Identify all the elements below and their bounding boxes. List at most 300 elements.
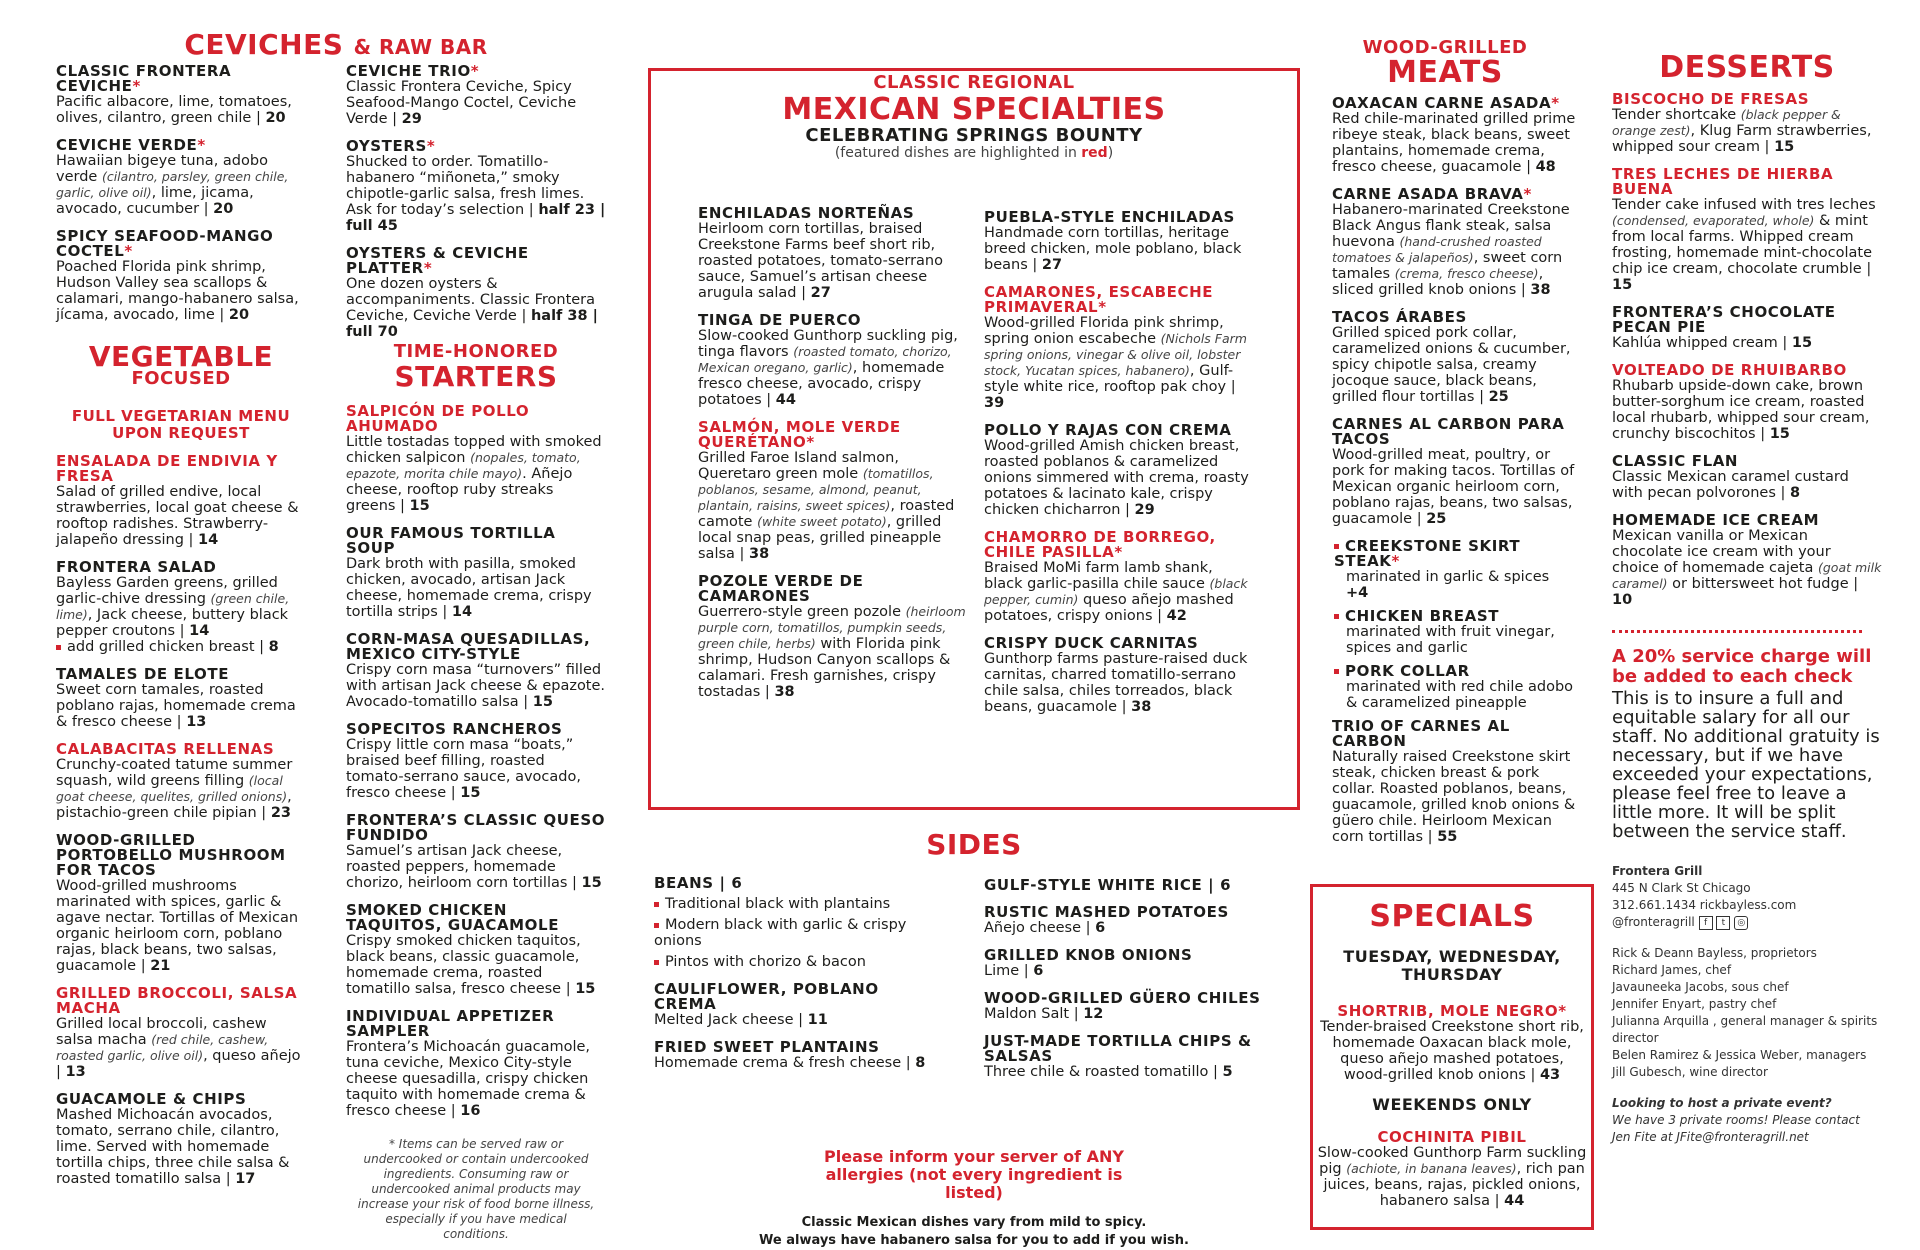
item-price: 39 bbox=[984, 395, 1005, 411]
item-name: TRES LECHES DE HIERBA BUENA bbox=[1612, 165, 1834, 198]
item-note: (crema, fresco cheese) bbox=[1394, 266, 1539, 281]
item-description: Tender cake infused with tres leches (condensed, evaporated, whole) & mint from local farms. Whipped cream frosting, homemade mint-chocolate chip ice cream, chocolate crumble | 15 bbox=[1612, 197, 1876, 293]
item-price: 15 bbox=[409, 498, 430, 514]
meats-title: MEATS bbox=[1387, 55, 1503, 90]
item-price: 27 bbox=[810, 285, 831, 301]
item-note: (cilantro, parsley, green chile, garlic, olive oil) bbox=[56, 169, 289, 200]
item-description: Crispy corn masa “turnovers” filled with artisan Jack cheese & epazote. Avocado-tomatillo salsa | 15 bbox=[346, 662, 606, 710]
specialties-kicker: CLASSIC REGIONAL bbox=[873, 72, 1075, 93]
menu-item bbox=[346, 64, 606, 127]
item-price: 17 bbox=[235, 1171, 256, 1187]
item-description: Grilled spiced pork collar, caramelized onions & cucumber, spicy chipotle salsa, creamy jocoque sauce, black beans, grilled flour tortillas | 25 bbox=[1332, 325, 1571, 405]
item-name: OAXACAN CARNE ASADA* bbox=[1332, 94, 1560, 112]
item-price: 38 bbox=[749, 546, 770, 562]
item-description: Pacific albacore, lime, tomatoes, olives, cilantro, green chile | 20 bbox=[56, 94, 292, 126]
item-name: TAMALES DE ELOTE bbox=[56, 665, 230, 683]
meat-option bbox=[1334, 609, 1576, 656]
option-description: marinated with red chile adobo & caramelized pineapple bbox=[1346, 679, 1574, 711]
side-price: 6 bbox=[731, 874, 743, 892]
menu-item bbox=[346, 1009, 606, 1119]
item-price: 43 bbox=[1539, 1067, 1561, 1083]
option-name: PORK COLLAR bbox=[1334, 664, 1576, 679]
item-price: 20 bbox=[265, 110, 286, 126]
item-name: OYSTERS* bbox=[346, 137, 436, 155]
item-description: Wood-grilled mushrooms marinated with spices, garlic & agave nectar. Tortillas of Mexican organic heirloom corn, poblano rajas, black beans, two salsas, guacamole | 21 bbox=[56, 878, 299, 974]
allergy-text: Please inform your server of ANY allergies (not every ingredient is listed) bbox=[824, 1147, 1124, 1202]
side-price: 6 bbox=[1095, 920, 1106, 936]
item-name: CORN-MASA QUESADILLAS, MEXICO CITY-STYLE bbox=[346, 630, 591, 663]
menu-item bbox=[56, 986, 306, 1080]
item-name: CLASSIC FRONTERA CEVICHE* bbox=[56, 62, 232, 95]
menu-item bbox=[56, 1092, 306, 1187]
specials-content bbox=[1316, 900, 1588, 1221]
menu-item bbox=[346, 722, 606, 801]
item-price: 29 bbox=[401, 111, 422, 127]
item-description: Handmade corn tortillas, heritage breed chicken, mole poblano, black beans | 27 bbox=[984, 225, 1242, 273]
dotted-divider bbox=[1612, 630, 1862, 633]
allergen-star: * bbox=[197, 136, 206, 154]
sides-column-1 bbox=[654, 876, 944, 1083]
side-price: 12 bbox=[1083, 1006, 1104, 1022]
specials-days: TUESDAY, WEDNESDAY, THURSDAY bbox=[1343, 947, 1561, 984]
side-item bbox=[654, 876, 944, 970]
restaurant-social bbox=[1612, 914, 1882, 931]
item-description: Sweet corn tamales, roasted poblano rajas, homemade crema & fresco cheese | 13 bbox=[56, 682, 296, 730]
side-name: GULF-STYLE WHITE RICE | 6 bbox=[984, 876, 1232, 894]
item-description: Shucked to order. Tomatillo-habanero “miñoneta,” smoky chipotle-garlic salsa, fresh limes. Ask for today’s selection | half 23 | full 45 bbox=[346, 154, 606, 234]
item-description: Guerrero-style green pozole (heirloom purple corn, tomatillos, pumpkin seeds, green chile, herbs) with Florida pink shrimp, Hudson Canyon scallops & calamari. Fresh garnishes, crispy tostadas | 38 bbox=[698, 604, 966, 700]
menu-item bbox=[1332, 719, 1576, 845]
menu-item bbox=[1612, 305, 1882, 351]
bullet-mark bbox=[654, 923, 659, 928]
menu-item bbox=[346, 813, 606, 891]
menu-item bbox=[1316, 1130, 1588, 1209]
item-price: 16 bbox=[460, 1103, 481, 1119]
private-event-question: Looking to host a private event? bbox=[1612, 1096, 1832, 1110]
item-name: TACOS ÁRABES bbox=[1332, 308, 1467, 326]
item-description: Naturally raised Creekstone skirt steak, chicken breast & pork collar. Roasted poblanos, beans, guacamole, grilled knob onions & güero chile. Heirloom Mexican corn tortillas | 55 bbox=[1332, 749, 1576, 845]
item-note: (tomatillos, poblanos, sesame, almond, peanut, plantain, raisins, sweet spices) bbox=[698, 466, 934, 513]
sides-title: SIDES bbox=[926, 828, 1022, 861]
raw-food-footnote: * Items can be served raw or undercooked or contain undercooked ingredients. Consuming raw or undercooked animal products may increase your risk of food borne illness, especially if you have medical conditions. bbox=[357, 1137, 595, 1241]
menu-item bbox=[1332, 417, 1576, 527]
item-note: (hand-crushed roasted tomatoes & jalapeños) bbox=[1332, 234, 1542, 265]
item-price: 23 bbox=[270, 805, 291, 821]
item-description: Wood-grilled Florida pink shrimp, spring onion escabeche (Nichols Farm spring onions, vinegar & olive oil, lobster stock, Yucatan spices, habanero), Gulf-style white rice, rooftop pak choy | 39 bbox=[984, 315, 1247, 411]
item-price: 14 bbox=[198, 532, 219, 548]
starters-title: STARTERS bbox=[394, 360, 558, 393]
social-handle: @fronteragrill bbox=[1612, 915, 1695, 929]
item-price: 38 bbox=[774, 684, 795, 700]
allergen-star: * bbox=[1558, 1002, 1567, 1020]
menu-item bbox=[346, 632, 606, 710]
item-description: Slow-cooked Gunthorp suckling pig, tinga flavors (roasted tomato, chorizo, Mexican oregano, garlic), homemade fresco cheese, avocado, crispy potatoes | 44 bbox=[698, 328, 958, 408]
item-description: Classic Mexican caramel custard with pecan polvorones | 8 bbox=[1612, 469, 1849, 501]
item-description: Mashed Michoacán avocados, tomato, serrano chile, cilantro, lime. Served with homemade tortilla chips, three chile salsa & roasted tomatillo salsa | 17 bbox=[56, 1107, 290, 1187]
addon-price: 8 bbox=[268, 639, 279, 655]
item-description: Salad of grilled endive, local strawberries, local goat cheese & rooftop radishes. Strawberry-jalapeño dressing | 14 bbox=[56, 484, 299, 548]
option-description: marinated in garlic & spices +4 bbox=[1346, 569, 1550, 601]
staff-line: Julianna Arquilla , general manager & spirits director bbox=[1612, 1014, 1878, 1045]
item-name: ENSALADA DE ENDIVIA Y FRESA bbox=[56, 452, 278, 485]
side-price: 11 bbox=[807, 1012, 828, 1028]
specialties-title: MEXICAN SPECIALTIES bbox=[782, 92, 1166, 127]
item-description: Kahlúa whipped cream | 15 bbox=[1612, 335, 1813, 351]
item-description: Crunchy-coated tatume summer squash, wild greens filling (local goat cheese, quelites, grilled onions), pistachio-green chile pipian | 23 bbox=[56, 757, 293, 821]
specials-title: SPECIALS bbox=[1369, 899, 1535, 934]
side-item bbox=[654, 982, 944, 1028]
side-name: RUSTIC MASHED POTATOES bbox=[984, 903, 1229, 921]
side-item bbox=[654, 1040, 944, 1071]
item-description: Braised MoMi farm lamb shank, black garlic-pasilla chile sauce (black pepper, cumin) queso añejo mashed potatoes, crispy onions | 42 bbox=[984, 560, 1248, 624]
specials-item-2 bbox=[1316, 1130, 1588, 1209]
allergy-notice bbox=[648, 1148, 1300, 1250]
bullet-mark bbox=[654, 960, 659, 965]
addon-line: add grilled chicken breast | 8 bbox=[56, 639, 306, 655]
meats-section bbox=[1330, 38, 1560, 88]
ceviches-title: CEVICHES & RAW BAR bbox=[184, 28, 488, 61]
item-description: Dark broth with pasilla, smoked chicken, avocado, artisan Jack cheese, homemade crema, crispy tortilla strips | 14 bbox=[346, 556, 592, 620]
side-item bbox=[984, 905, 1284, 936]
item-note: (roasted tomato, chorizo, Mexican oregano, garlic) bbox=[698, 344, 952, 375]
allergen-star: * bbox=[1551, 94, 1560, 112]
item-name: SMOKED CHICKEN TAQUITOS, GUACAMOLE bbox=[346, 901, 560, 934]
item-name: OUR FAMOUS TORTILLA SOUP bbox=[346, 524, 556, 557]
item-name: CEVICHE VERDE* bbox=[56, 136, 206, 154]
starters-title-small: TIME-HONORED bbox=[393, 341, 559, 362]
menu-item bbox=[56, 742, 306, 821]
menu-item bbox=[56, 667, 306, 730]
item-description: Wood-grilled meat, poultry, or pork for making tacos. Tortillas of Mexican organic heirloom corn, poblano rajas, beans, two salsas, guacamole | 25 bbox=[1332, 447, 1575, 527]
item-name: WOOD-GRILLED PORTOBELLO MUSHROOM FOR TACOS bbox=[56, 831, 286, 879]
sides-column-2 bbox=[984, 878, 1284, 1092]
bullet-mark bbox=[1334, 544, 1339, 549]
menu-item bbox=[346, 246, 606, 340]
item-price: 15 bbox=[581, 875, 602, 891]
menu-item bbox=[1612, 454, 1882, 501]
specialties-subtitle: CELEBRATING SPRINGS BOUNTY bbox=[805, 125, 1143, 146]
side-item bbox=[984, 878, 1284, 893]
facebook-icon[interactable]: f bbox=[1699, 916, 1713, 930]
item-price: 15 bbox=[1612, 277, 1633, 293]
item-price: 14 bbox=[451, 604, 473, 620]
staff-line: Jill Gubesch, wine director bbox=[1612, 1065, 1768, 1079]
item-name: CARNE ASADA BRAVA* bbox=[1332, 185, 1532, 203]
side-description: Lime | 6 bbox=[984, 963, 1044, 979]
menu-item bbox=[984, 636, 1252, 715]
item-description: Wood-grilled Amish chicken breast, roasted poblanos & caramelized onions simmered with crema, roasty potatoes & lacinato kale, crispy chicken chicharron | 29 bbox=[984, 438, 1249, 518]
allergen-star: * bbox=[423, 259, 433, 277]
item-price: 20 bbox=[213, 201, 234, 217]
menu-item bbox=[984, 210, 1252, 273]
vegetable-section bbox=[56, 340, 306, 1199]
item-price: 15 bbox=[460, 785, 481, 801]
item-name: CHAMORRO DE BORREGO, CHILE PASILLA* bbox=[984, 528, 1216, 561]
option-name: CHICKEN BREAST bbox=[1334, 609, 1576, 624]
item-price: 27 bbox=[1041, 257, 1063, 273]
allergen-star: * bbox=[426, 137, 436, 155]
item-name: CRISPY DUCK CARNITAS bbox=[984, 634, 1199, 652]
side-price: 6 bbox=[1220, 876, 1232, 894]
side-price: 5 bbox=[1222, 1064, 1233, 1080]
meats-title-small: WOOD-GRILLED bbox=[1362, 37, 1528, 58]
item-name: ENCHILADAS NORTEÑAS bbox=[698, 204, 915, 222]
starters-section bbox=[346, 342, 606, 1242]
item-name: FRONTERA’S CHOCOLATE PECAN PIE bbox=[1612, 303, 1836, 336]
item-price: 44 bbox=[775, 392, 796, 408]
side-name: CAULIFLOWER, POBLANO CREMA bbox=[654, 980, 879, 1013]
menu-item bbox=[984, 285, 1252, 411]
item-description: Hawaiian bigeye tuna, adobo verde (cilantro, parsley, green chile, garlic, olive oil), lime, jicama, avocado, cucumber | 20 bbox=[56, 153, 289, 217]
item-price: 13 bbox=[186, 714, 207, 730]
item-note: (nopales, tomato, epazote, morita chile mayo) bbox=[346, 450, 581, 481]
sides-section bbox=[648, 828, 1300, 861]
allergen-star: * bbox=[1114, 543, 1123, 561]
item-description: Bayless Garden greens, grilled garlic-chive dressing (green chile, lime), Jack cheese, buttery black pepper croutons | 14 bbox=[56, 575, 290, 639]
item-name: OYSTERS & CEVICHE PLATTER* bbox=[346, 244, 529, 277]
side-bullet: Modern black with garlic & crispy onions bbox=[654, 917, 907, 949]
item-description: Heirloom corn tortillas, braised Creekstone Farms beef short rib, roasted potatoes, tomato-serrano sauce, Samuel’s artisan cheese arugula salad | 27 bbox=[698, 221, 943, 301]
allergen-star: * bbox=[806, 433, 815, 451]
item-name: GRILLED BROCCOLI, SALSA MACHA bbox=[56, 984, 298, 1017]
item-price: 44 bbox=[1504, 1193, 1525, 1209]
item-description: Crispy smoked chicken taquitos, black beans, classic guacamole, homemade crema, roasted tomatillo salsa, fresco cheese | 15 bbox=[346, 933, 596, 997]
desserts-section bbox=[1612, 50, 1882, 1146]
weekends-label: WEEKENDS ONLY bbox=[1372, 1095, 1532, 1114]
item-price: 21 bbox=[150, 958, 171, 974]
item-price: 55 bbox=[1437, 829, 1458, 845]
specials-item-1 bbox=[1316, 1004, 1588, 1083]
service-charge-body: This is to insure a full and equitable salary for all our staff. No additional gratuity is necessary, but if we have exceeded your expectations, please feel free to leave a little more. It will be split between the service staff. bbox=[1612, 688, 1880, 842]
ceviches-column-1 bbox=[56, 64, 306, 335]
side-price: 6 bbox=[1033, 963, 1044, 979]
vegetarian-note: FULL VEGETARIAN MENU UPON REQUEST bbox=[71, 407, 291, 442]
item-price: half 38 | full 70 bbox=[346, 308, 598, 340]
item-description: Frontera’s Michoacán guacamole, tuna ceviche, Mexico City-style cheese quesadilla, crispy chicken taquito with homemade crema & fresco cheese | 16 bbox=[346, 1039, 591, 1119]
option-name: CREEKSTONE SKIRT STEAK* bbox=[1334, 537, 1521, 570]
item-price: 20 bbox=[228, 307, 250, 323]
item-note: (goat milk caramel) bbox=[1612, 560, 1882, 591]
menu-item bbox=[1612, 92, 1882, 155]
item-note: (heirloom purple corn, tomatillos, pumpkin seeds, green chile, herbs) bbox=[698, 604, 966, 651]
item-description: Little tostadas topped with smoked chicken salpicon (nopales, tomato, epazote, morita chile mayo). Añejo cheese, rooftop ruby streaks greens | 15 bbox=[346, 434, 602, 514]
menu-item bbox=[346, 903, 606, 997]
item-description: Slow-cooked Gunthorp Farm suckling pig (achiote, in banana leaves), rich pan juices, beans, rajas, pickled onions, habanero salsa | 44 bbox=[1317, 1145, 1587, 1209]
allergen-star: * bbox=[124, 242, 133, 260]
menu-item bbox=[984, 530, 1252, 624]
bullet-mark bbox=[1334, 669, 1339, 674]
menu-item bbox=[1332, 96, 1576, 175]
item-note: (black pepper, cumin) bbox=[984, 576, 1248, 607]
item-price: 38 bbox=[1131, 699, 1152, 715]
item-note: (condensed, evaporated, whole) bbox=[1612, 213, 1815, 228]
side-item bbox=[984, 948, 1284, 979]
item-price: 15 bbox=[575, 981, 596, 997]
item-description: Classic Frontera Ceviche, Spicy Seafood-Mango Coctel, Ceviche Verde | 29 bbox=[346, 79, 577, 127]
item-price: 8 bbox=[1790, 485, 1801, 501]
private-event-contact: We have 3 private rooms! Please contact Jen Fite at JFite@fronteragrill.net bbox=[1612, 1113, 1860, 1144]
item-description: Tender shortcake (black pepper & orange zest), Klug Farm strawberries, whipped sour cream | 15 bbox=[1612, 107, 1872, 155]
item-name: POLLO Y RAJAS CON CREMA bbox=[984, 421, 1232, 439]
item-name: CAMARONES, ESCABECHE PRIMAVERAL* bbox=[984, 283, 1214, 316]
side-bullet: Traditional black with plantains bbox=[654, 896, 944, 912]
side-description: Homemade crema & fresh cheese | 8 bbox=[654, 1055, 926, 1071]
option-description: marinated with fruit vinegar, spices and garlic bbox=[1346, 624, 1555, 656]
menu-item bbox=[1612, 513, 1882, 608]
item-name: INDIVIDUAL APPETIZER SAMPLER bbox=[346, 1007, 555, 1040]
specialties-column-1 bbox=[698, 206, 966, 712]
item-name: VOLTEADO DE RHUIBARBO bbox=[1612, 361, 1847, 379]
menu-item bbox=[346, 139, 606, 234]
item-price: half 23 | full 45 bbox=[346, 202, 606, 234]
item-price: 14 bbox=[189, 623, 210, 639]
vegetable-title: VEGETABLE bbox=[88, 340, 274, 373]
item-name: BISCOCHO DE FRESAS bbox=[1612, 90, 1810, 108]
item-price: 15 bbox=[532, 694, 553, 710]
item-note: (local goat cheese, quelites, grilled onions) bbox=[56, 773, 288, 804]
menu-item bbox=[1332, 187, 1576, 298]
restaurant-name: Frontera Grill bbox=[1612, 864, 1703, 878]
restaurant-phone: 312.661.1434 rickbayless.com bbox=[1612, 898, 1797, 912]
menu-item bbox=[698, 313, 966, 408]
menu-item bbox=[56, 229, 306, 323]
item-name: SALMÓN, MOLE VERDE QUERÉTANO* bbox=[698, 418, 901, 451]
restaurant-info bbox=[1612, 863, 1882, 1146]
item-description: Tender-braised Creekstone short rib, homemade Oaxacan black mole, queso añejo mashed potatoes, wood-grilled knob onions | 43 bbox=[1320, 1019, 1584, 1083]
side-description: Three chile & roasted tomatillo | 5 bbox=[984, 1064, 1233, 1080]
item-description: Mexican vanilla or Mexican chocolate ice cream with your choice of homemade cajeta (goat milk caramel) or bittersweet hot fudge | 10 bbox=[1612, 528, 1882, 608]
side-name: JUST-MADE TORTILLA CHIPS & SALSAS bbox=[984, 1032, 1252, 1065]
item-description: Crispy little corn masa “boats,” braised beef filling, roasted tomato-serrano sauce, avocado, fresco cheese | 15 bbox=[346, 737, 581, 801]
specialties-header bbox=[648, 72, 1300, 160]
menu-item bbox=[56, 64, 306, 126]
item-price: 15 bbox=[1791, 335, 1813, 351]
ceviches-column-2 bbox=[346, 64, 606, 352]
meat-option bbox=[1334, 664, 1576, 711]
staff-line: Javauneeka Jacobs, sous chef bbox=[1612, 980, 1789, 994]
item-note: (achiote, in banana leaves) bbox=[1346, 1161, 1517, 1176]
item-price: 48 bbox=[1535, 159, 1556, 175]
item-description: Grilled Faroe Island salmon, Queretaro green mole (tomatillos, poblanos, sesame, almond, peanut, plantain, raisins, sweet spices), roasted camote (white sweet potato), grilled local snap peas, grilled pineapple salsa | 38 bbox=[698, 450, 955, 562]
item-description: Samuel’s artisan Jack cheese, roasted peppers, homemade chorizo, heirloom corn tortillas | 15 bbox=[346, 843, 602, 891]
specialties-column-2 bbox=[984, 210, 1252, 727]
staff-list bbox=[1612, 945, 1882, 1081]
item-description: Gunthorp farms pasture-raised duck carnitas, charred tomatillo-serrano chile salsa, chiles torreados, black beans, guacamole | 38 bbox=[984, 651, 1248, 715]
item-price: 25 bbox=[1426, 511, 1447, 527]
item-price: 13 bbox=[65, 1064, 86, 1080]
item-name: TRIO OF CARNES AL CARBON bbox=[1332, 717, 1510, 750]
item-price: 25 bbox=[1488, 389, 1509, 405]
menu-item bbox=[56, 138, 306, 217]
item-name: PUEBLA-STYLE ENCHILADAS bbox=[984, 208, 1235, 226]
side-price: 8 bbox=[915, 1055, 926, 1071]
item-name: TINGA DE PUERCO bbox=[698, 311, 862, 329]
item-description: One dozen oysters & accompaniments. Classic Frontera Ceviche, Ceviche Verde | half 38 | full 70 bbox=[346, 276, 598, 340]
item-description: Rhubarb upside-down cake, brown butter-sorghum ice cream, roasted local rhubarb, whipped sour cream, crunchy biscochitos | 15 bbox=[1612, 378, 1870, 442]
menu-item bbox=[698, 206, 966, 301]
item-name: SALPICÓN DE POLLO AHUMADO bbox=[346, 402, 530, 435]
specialties-note: (featured dishes are highlighted in red) bbox=[834, 145, 1114, 161]
service-charge-heading: A 20% service charge will be added to each check bbox=[1612, 646, 1872, 687]
menu-item bbox=[56, 560, 306, 655]
staff-line: Jennifer Enyart, pastry chef bbox=[1612, 997, 1777, 1011]
staff-line: Rick & Deann Bayless, proprietors bbox=[1612, 946, 1817, 960]
bullet-mark bbox=[1334, 614, 1339, 619]
meat-option bbox=[1334, 539, 1576, 601]
desserts-items bbox=[1612, 92, 1882, 608]
starters-items bbox=[346, 404, 606, 1119]
item-note: (red chile, cashew, roasted garlic, olive oil) bbox=[56, 1032, 269, 1063]
spicy-note-1: Classic Mexican dishes vary from mild to spicy. bbox=[801, 1215, 1147, 1230]
item-name: CLASSIC FLAN bbox=[1612, 452, 1739, 470]
instagram-icon[interactable]: ◎ bbox=[1734, 916, 1748, 930]
menu-item bbox=[698, 420, 966, 562]
side-description: Añejo cheese | 6 bbox=[984, 920, 1106, 936]
menu-item bbox=[984, 423, 1252, 518]
item-name: CARNES AL CARBON PARA TACOS bbox=[1332, 415, 1565, 448]
item-description: Grilled local broccoli, cashew salsa macha (red chile, cashew, roasted garlic, olive oil), queso añejo | 13 bbox=[56, 1016, 301, 1080]
side-bullet: Pintos with chorizo & bacon bbox=[654, 954, 944, 970]
item-description: Poached Florida pink shrimp, Hudson Valley sea scallops & calamari, mango-habanero salsa, jícama, avocado, lime | 20 bbox=[56, 259, 299, 323]
menu-item bbox=[346, 526, 606, 620]
item-name: SOPECITOS RANCHEROS bbox=[346, 720, 563, 738]
twitter-icon[interactable]: t bbox=[1716, 916, 1730, 930]
item-price: 10 bbox=[1612, 592, 1633, 608]
staff-line: Richard James, chef bbox=[1612, 963, 1732, 977]
item-note: (white sweet potato) bbox=[757, 514, 887, 529]
allergen-star: * bbox=[470, 62, 480, 80]
side-name: GRILLED KNOB ONIONS bbox=[984, 946, 1193, 964]
item-name: POZOLE VERDE DE CAMARONES bbox=[698, 572, 864, 605]
allergen-star: * bbox=[1391, 552, 1400, 570]
allergen-star: * bbox=[1523, 185, 1532, 203]
item-price: 29 bbox=[1134, 502, 1155, 518]
item-note: (Nichols Farm spring onions, vinegar & olive oil, lobster stock, Yucatan spices, habanero) bbox=[984, 331, 1247, 378]
meats-items bbox=[1332, 96, 1576, 857]
menu-item bbox=[1332, 310, 1576, 405]
allergen-star: * bbox=[1098, 298, 1107, 316]
menu-item bbox=[346, 404, 606, 514]
ceviches-section bbox=[56, 28, 616, 61]
side-name: FRIED SWEET PLANTAINS bbox=[654, 1038, 880, 1056]
item-name: HOMEMADE ICE CREAM bbox=[1612, 511, 1820, 529]
item-name: CALABACITAS RELLENAS bbox=[56, 740, 275, 758]
menu-item bbox=[1316, 1004, 1588, 1083]
item-price: 38 bbox=[1530, 282, 1551, 298]
item-name: FRONTERA’S CLASSIC QUESO FUNDIDO bbox=[346, 811, 606, 844]
item-name: SHORTRIB, MOLE NEGRO* bbox=[1337, 1002, 1567, 1020]
side-description: Melted Jack cheese | 11 bbox=[654, 1012, 828, 1028]
menu-item bbox=[1612, 363, 1882, 442]
item-price: 15 bbox=[1769, 426, 1790, 442]
side-name: WOOD-GRILLED GÜERO CHILES bbox=[984, 989, 1261, 1007]
menu-item bbox=[698, 574, 966, 700]
restaurant-address: 445 N Clark St Chicago bbox=[1612, 881, 1751, 895]
menu-item bbox=[56, 454, 306, 548]
spicy-note-2: We always have habanero salsa for you to add if you wish. bbox=[759, 1233, 1189, 1248]
staff-line: Belen Ramirez & Jessica Weber, managers bbox=[1612, 1048, 1867, 1062]
item-name: SPICY SEAFOOD-MANGO COCTEL* bbox=[56, 227, 274, 260]
vegetable-items bbox=[56, 454, 306, 1187]
desserts-title: DESSERTS bbox=[1659, 50, 1835, 85]
item-name: FRONTERA SALAD bbox=[56, 558, 217, 576]
side-item bbox=[984, 991, 1284, 1022]
item-note: (black pepper & orange zest) bbox=[1612, 107, 1841, 138]
bullet-mark bbox=[56, 645, 61, 650]
menu-item bbox=[56, 833, 306, 974]
menu-item bbox=[1612, 167, 1882, 293]
item-description: Habanero-marinated Creekstone Black Angus flank steak, salsa huevona (hand-crushed roasted tomatoes & jalapeños), sweet corn tamales (crema, fresco cheese), sliced grilled knob onions | 38 bbox=[1332, 202, 1570, 298]
